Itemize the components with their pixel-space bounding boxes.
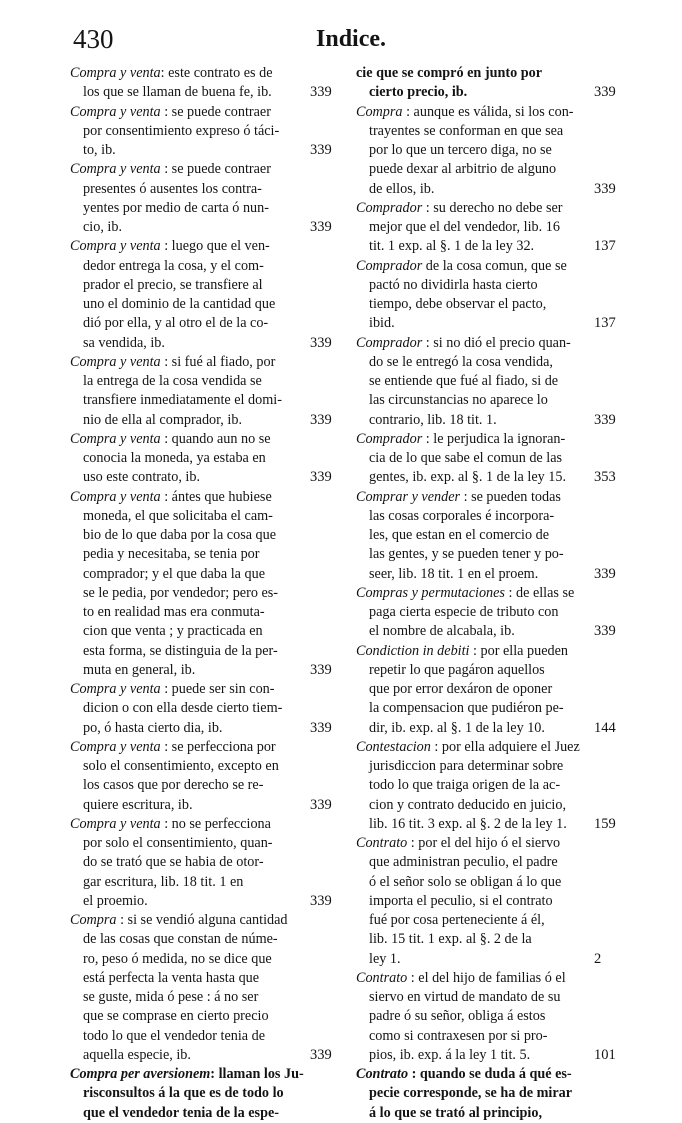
entry-line xyxy=(70,353,320,372)
entry-text: importa el peculio, si el contrato xyxy=(369,892,553,909)
entry-line xyxy=(356,372,624,391)
page-reference: 353 xyxy=(594,469,616,486)
entry-text: los que se llaman de buena fe, ib. xyxy=(83,84,272,101)
entry-line xyxy=(70,83,320,102)
entry-headword: Compra xyxy=(70,912,117,928)
entry-text: todo lo que el vendedor tenia de xyxy=(83,1027,266,1044)
entry-line xyxy=(70,295,320,314)
entry-text: dedor entrega la cosa, y el com- xyxy=(83,257,264,274)
entry-line xyxy=(70,314,320,333)
entry-text: que por error dexáron de oponer xyxy=(369,681,553,697)
index-entry xyxy=(70,1065,320,1123)
entry-text: mejor que el del vendedor, lib. 16 xyxy=(369,219,560,235)
entry-text: á lo que se trató al principio, xyxy=(369,1104,543,1121)
entry-line xyxy=(356,584,624,603)
entry-line xyxy=(70,276,320,295)
entry-line xyxy=(356,661,624,680)
entry-text: : puede ser sin con- xyxy=(160,681,275,697)
entry-headword: Comprar y vender xyxy=(356,488,461,505)
entry-text: po, ó hasta cierto dia, ib. xyxy=(83,719,223,736)
entry-line xyxy=(356,295,624,314)
index-entry xyxy=(70,160,332,237)
entry-text: pios, ib. exp. á la ley 1 tit. 5. xyxy=(369,1046,531,1063)
index-entry xyxy=(356,642,624,738)
entry-line xyxy=(356,391,624,410)
entry-text: pecie corresponde, se ha de mirar xyxy=(369,1085,573,1102)
entry-line xyxy=(356,141,624,160)
entry-text: solo el consentimiento, excepto en xyxy=(83,758,279,774)
entry-text: yentes por medio de carta ó nun- xyxy=(83,199,269,216)
entry-text: las circunstancias no aparece lo xyxy=(369,392,548,409)
page-reference: 339 xyxy=(310,1046,332,1063)
entry-text: lib. 16 tit. 3 exp. al §. 2 de la ley 1. xyxy=(369,815,567,832)
index-entry xyxy=(70,237,332,353)
entry-text: : quando aun no se xyxy=(160,430,271,447)
entry-text: fué por cosa perteneciente á él, xyxy=(369,912,545,928)
entry-text: la entrega de la cosa vendida se xyxy=(83,373,262,389)
entry-text: transfiere inmediatamente el domi- xyxy=(83,392,282,409)
entry-text: ro, peso ó medida, no se dice que xyxy=(83,950,272,967)
entry-text: cio, ib. xyxy=(83,219,123,235)
entry-text: se entiende que fué al fiado, si de xyxy=(369,373,559,389)
entry-text: seer, lib. 18 tit. 1 en el proem. xyxy=(369,565,539,582)
entry-text: por lo que un tercero diga, no se xyxy=(369,142,552,158)
entry-headword: Comprador xyxy=(356,334,423,351)
entry-text: do se trató que se habia de otor- xyxy=(83,854,264,871)
index-entry xyxy=(356,334,624,430)
entry-headword: Contrato xyxy=(356,969,408,986)
entry-text: se le pedia, por vendedor; pero es- xyxy=(83,584,279,601)
entry-text: conocia la moneda, ya estaba en xyxy=(83,450,266,466)
entry-text: ibid. xyxy=(369,315,395,332)
entry-line xyxy=(70,680,320,699)
entry-line xyxy=(356,218,624,237)
entry-line xyxy=(70,488,320,507)
entry-headword: Compra xyxy=(356,103,403,120)
page-reference: 101 xyxy=(594,1046,616,1063)
index-entry xyxy=(356,834,624,969)
entry-text: : si no dió el precio quan- xyxy=(422,334,571,351)
entry-line xyxy=(70,738,320,757)
entry-text: que se comprase en cierto precio xyxy=(83,1008,269,1025)
entry-headword: Contrato xyxy=(356,835,408,851)
entry-text: que administran peculio, el padre xyxy=(369,854,558,871)
entry-text: se guste, mida ó pese : á no ser xyxy=(83,989,259,1005)
entry-text: las gentes, y se pueden tener y po- xyxy=(369,546,564,563)
entry-line xyxy=(70,834,320,853)
page-reference: 339 xyxy=(310,411,332,428)
index-entry xyxy=(356,1065,624,1123)
entry-line xyxy=(356,180,624,199)
page-reference: 339 xyxy=(594,180,616,197)
entry-text: dir, ib. exp. al §. 1 de la ley 10. xyxy=(369,719,545,736)
entry-text: dicion o con ella desde cierto tiem- xyxy=(83,700,283,717)
page-reference: 339 xyxy=(594,84,616,101)
entry-line xyxy=(70,411,320,430)
entry-line xyxy=(70,334,320,353)
entry-line xyxy=(70,815,320,834)
index-entry xyxy=(356,584,624,642)
entry-line xyxy=(356,565,624,584)
entry-text: do se le entregó la cosa vendida, xyxy=(369,353,553,370)
entry-headword: Compra y venta xyxy=(70,161,161,178)
entry-text: como si contraxesen por si pro- xyxy=(369,1027,548,1044)
entry-headword: Compra y venta xyxy=(70,65,161,81)
entry-line xyxy=(70,468,320,487)
entry-text: risconsultos á la que es de todo lo xyxy=(83,1085,284,1102)
entry-line xyxy=(70,622,320,641)
entry-text: to en realidad mas era conmuta- xyxy=(83,604,265,620)
index-entry xyxy=(356,430,624,488)
entry-line xyxy=(70,642,320,661)
entry-text: : se pueden todas xyxy=(460,488,561,505)
entry-line xyxy=(356,911,624,930)
page-reference: 339 xyxy=(310,84,332,101)
entry-text: : llaman los Ju- xyxy=(210,1066,304,1082)
entry-line xyxy=(356,1027,624,1046)
entry-line xyxy=(356,853,624,872)
entry-text: cion y contrato deducido en juicio, xyxy=(369,796,566,813)
page-reference: 339 xyxy=(310,469,332,486)
entry-line xyxy=(70,988,320,1007)
entry-line xyxy=(70,873,320,892)
entry-line xyxy=(70,237,320,256)
entry-text: jurisdiccion para determinar sobre xyxy=(369,758,564,774)
entry-line xyxy=(70,449,320,468)
entry-line xyxy=(356,796,624,815)
entry-headword: Compra y venta xyxy=(70,238,161,255)
entry-line xyxy=(70,545,320,564)
entry-line xyxy=(356,545,624,564)
entry-line xyxy=(70,930,320,949)
entry-headword: Contrato xyxy=(356,1066,409,1082)
page-title: Indice. xyxy=(316,26,387,52)
entry-line xyxy=(70,1065,320,1084)
entry-headword: Compra y venta xyxy=(70,681,161,697)
entry-text: to, ib. xyxy=(83,142,116,158)
entry-line xyxy=(356,815,624,834)
index-entry xyxy=(70,815,332,911)
entry-line xyxy=(70,584,320,603)
page-reference: 339 xyxy=(594,623,616,640)
index-entry xyxy=(70,488,332,681)
entry-line xyxy=(70,372,320,391)
entry-line xyxy=(356,719,624,738)
entry-line xyxy=(70,853,320,872)
entry-line xyxy=(356,64,624,83)
entry-line xyxy=(356,1084,624,1103)
entry-text: gar escritura, lib. 18 tit. 1 en xyxy=(83,873,244,890)
entry-text: los casos que por derecho se re- xyxy=(83,777,264,794)
index-column-right xyxy=(356,64,624,1123)
entry-text: cion que venta ; y practicada en xyxy=(83,623,263,640)
entry-line xyxy=(356,642,624,661)
entry-line xyxy=(356,334,624,353)
entry-headword: Compra y venta xyxy=(70,488,161,505)
entry-line xyxy=(70,661,320,680)
entry-line xyxy=(356,257,624,276)
entry-line xyxy=(70,1104,320,1123)
entry-line xyxy=(70,796,320,815)
page-reference: 137 xyxy=(594,315,616,332)
entry-text: moneda, el que solicitaba el cam- xyxy=(83,507,273,524)
entry-text: presentes ó ausentes los contra- xyxy=(83,180,262,197)
page-reference: 144 xyxy=(594,719,616,736)
entry-line xyxy=(356,603,624,622)
entry-text: tit. 1 exp. al §. 1 de la ley 32. xyxy=(369,238,535,255)
page-reference: 339 xyxy=(310,892,332,909)
entry-line xyxy=(356,1046,624,1065)
entry-line xyxy=(356,103,624,122)
index-entry xyxy=(356,64,624,103)
index-entry xyxy=(70,430,332,488)
entry-text: siervo en virtud de mandato de su xyxy=(369,989,561,1005)
entry-headword: Compra y venta xyxy=(70,430,161,447)
entry-line xyxy=(356,873,624,892)
entry-line xyxy=(70,719,320,738)
entry-line xyxy=(356,1104,624,1123)
entry-line xyxy=(70,565,320,584)
entry-line xyxy=(356,892,624,911)
entry-line xyxy=(70,180,320,199)
entry-line xyxy=(70,1027,320,1046)
entry-line xyxy=(70,160,320,179)
entry-text: contrario, lib. 18 tit. 1. xyxy=(369,411,497,428)
entry-text: : no se perfecciona xyxy=(160,815,271,832)
entry-text: : se puede contraer xyxy=(160,161,271,178)
entry-text: prador el precio, se transfiere al xyxy=(83,276,263,293)
entry-line xyxy=(70,1084,320,1103)
entry-text: : aunque es válida, si los con- xyxy=(402,103,574,120)
entry-line xyxy=(70,1046,320,1065)
entry-line xyxy=(356,680,624,699)
entry-text: aquella especie, ib. xyxy=(83,1046,191,1063)
entry-text: bio de lo que daba por la cosa que xyxy=(83,527,277,543)
entry-text: puede dexar al arbitrio de alguno xyxy=(369,161,557,178)
entry-line xyxy=(70,699,320,718)
entry-text: esta forma, se distinguia de la per- xyxy=(83,642,278,659)
entry-text: : si fué al fiado, por xyxy=(160,353,276,370)
entry-line xyxy=(356,930,624,949)
entry-line xyxy=(356,199,624,218)
entry-text: el proemio. xyxy=(83,892,148,909)
entry-headword: Compras y permutaciones xyxy=(356,584,505,601)
entry-text: : por ella pueden xyxy=(469,642,568,659)
entry-text: todo lo que traiga origen de la ac- xyxy=(369,777,561,794)
entry-line xyxy=(356,237,624,256)
page-reference: 339 xyxy=(594,565,616,582)
entry-line xyxy=(70,507,320,526)
entry-line xyxy=(70,757,320,776)
entry-line xyxy=(356,950,624,969)
page-reference: 339 xyxy=(310,334,332,351)
entry-line xyxy=(70,969,320,988)
entry-text: de la cosa comun, que se xyxy=(422,257,567,274)
entry-line xyxy=(356,622,624,641)
page-reference: 339 xyxy=(310,142,332,158)
entry-text: repetir lo que pagáron aquellos xyxy=(369,661,545,678)
entry-headword: Condiction in debiti xyxy=(356,642,470,659)
entry-line xyxy=(356,738,624,757)
entry-line xyxy=(356,449,624,468)
page-reference: 339 xyxy=(310,661,332,678)
entry-headword: Comprador xyxy=(356,257,423,274)
entry-text: el nombre de alcabala, ib. xyxy=(369,623,515,640)
entry-line xyxy=(356,411,624,430)
entry-text: uno el dominio de la cantidad que xyxy=(83,296,276,312)
index-entry xyxy=(356,738,624,834)
index-entry xyxy=(70,64,332,103)
entry-headword: Compra y venta xyxy=(70,103,161,120)
page-reference: 159 xyxy=(594,815,616,832)
entry-headword: Comprador xyxy=(356,430,423,447)
entry-line xyxy=(356,488,624,507)
entry-line xyxy=(356,507,624,526)
entry-line xyxy=(356,988,624,1007)
entry-text: por consentimiento expreso ó táci- xyxy=(83,122,280,139)
entry-line xyxy=(356,122,624,141)
entry-line xyxy=(70,64,320,83)
entry-text: : el del hijo de familias ó el xyxy=(407,969,566,986)
entry-text: : se perfecciona por xyxy=(160,738,276,755)
entry-headword: Compra per aversionem xyxy=(70,1066,211,1082)
entry-line xyxy=(70,103,320,122)
entry-text: nio de ella al comprador, ib. xyxy=(83,411,242,428)
entry-text: que el vendedor tenia de la espe- xyxy=(83,1104,279,1121)
entry-text: : ántes que hubiese xyxy=(160,488,272,505)
page-reference: 339 xyxy=(310,719,332,736)
entry-line xyxy=(70,776,320,795)
entry-line xyxy=(70,122,320,141)
entry-text: la compensacion que pudiéron pe- xyxy=(369,700,564,717)
entry-line xyxy=(356,468,624,487)
entry-text: comprador; y el que daba la que xyxy=(83,565,265,582)
entry-text: : de ellas se xyxy=(504,584,575,601)
entry-line xyxy=(356,776,624,795)
entry-line xyxy=(70,603,320,622)
entry-line xyxy=(356,699,624,718)
entry-line xyxy=(356,430,624,449)
entry-text: de ellos, ib. xyxy=(369,180,435,197)
entry-text: cierto precio, ib. xyxy=(369,84,468,101)
entry-text: lib. 15 tit. 1 exp. al §. 2 de la xyxy=(369,931,532,948)
page-reference: 339 xyxy=(310,219,332,235)
page-reference: 2 xyxy=(594,950,602,967)
entry-text: pactó no dividirla hasta cierto xyxy=(369,276,538,293)
entry-line xyxy=(356,353,624,372)
entry-text: : luego que el ven- xyxy=(160,238,270,255)
entry-headword: Contestacion xyxy=(356,738,431,755)
entry-text: de las cosas que constan de núme- xyxy=(83,931,278,948)
entry-line xyxy=(70,892,320,911)
entry-text: : se puede contraer xyxy=(160,103,271,120)
index-entry xyxy=(356,103,624,199)
entry-headword: Comprador xyxy=(356,199,423,216)
index-entry xyxy=(356,969,624,1065)
index-entry xyxy=(70,353,332,430)
entry-text: : su derecho no debe ser xyxy=(422,199,563,216)
index-entry xyxy=(70,911,332,1065)
entry-text: cia de lo que sabe el comun de las xyxy=(369,450,563,466)
entry-line xyxy=(356,314,624,333)
entry-text: : este contrato es de xyxy=(160,65,273,81)
entry-text: tiempo, debe observar el pacto, xyxy=(369,296,547,312)
page-reference: 339 xyxy=(310,796,332,813)
entry-text: gentes, ib. exp. al §. 1 de la ley 15. xyxy=(369,469,566,486)
entry-text: les, que estan en el comercio de xyxy=(369,527,550,543)
entry-line xyxy=(70,950,320,969)
entry-text: : si se vendió alguna cantidad xyxy=(116,912,288,928)
entry-line xyxy=(356,526,624,545)
entry-line xyxy=(356,834,624,853)
entry-line xyxy=(70,526,320,545)
entry-text: dió por ella, y al otro el de la co- xyxy=(83,315,269,332)
entry-line xyxy=(356,1065,624,1084)
page-reference: 339 xyxy=(594,411,616,428)
entry-text: cie que se compró en junto por xyxy=(356,65,542,81)
entry-text: sa vendida, ib. xyxy=(83,334,165,351)
entry-line xyxy=(70,391,320,410)
entry-text: uso este contrato, ib. xyxy=(83,469,201,486)
entry-text: ó el señor solo se obligan á lo que xyxy=(369,873,562,890)
entry-text: : por ella adquiere el Juez xyxy=(430,738,580,755)
entry-line xyxy=(70,218,320,237)
index-entry xyxy=(70,680,332,738)
entry-text: quiere escritura, ib. xyxy=(83,796,193,813)
index-entry xyxy=(70,738,332,815)
entry-text: las cosas corporales é incorpora- xyxy=(369,507,555,524)
entry-text: está perfecta la venta hasta que xyxy=(83,969,260,986)
entry-text: trayentes se conforman en que sea xyxy=(369,122,564,139)
index-entry xyxy=(70,103,332,161)
page-reference: 137 xyxy=(594,238,616,255)
entry-line xyxy=(356,276,624,295)
entry-line xyxy=(70,257,320,276)
entry-line xyxy=(356,969,624,988)
index-column-left xyxy=(70,64,332,1123)
index-entry xyxy=(356,257,624,334)
entry-text: ley 1. xyxy=(369,950,401,967)
entry-headword: Compra y venta xyxy=(70,353,161,370)
index-entry xyxy=(356,199,624,257)
entry-text: paga cierta especie de tributo con xyxy=(369,604,559,620)
entry-text: : le perjudica la ignoran- xyxy=(422,430,566,447)
entry-line xyxy=(356,83,624,102)
entry-line xyxy=(356,757,624,776)
entry-text: muta en general, ib. xyxy=(83,661,196,678)
entry-line xyxy=(70,430,320,449)
page-number: 430 xyxy=(73,24,114,54)
entry-text: padre ó su señor, obliga á estos xyxy=(369,1008,546,1025)
entry-line xyxy=(70,911,320,930)
index-entry xyxy=(356,488,624,584)
entry-headword: Compra y venta xyxy=(70,815,161,832)
entry-headword: Compra y venta xyxy=(70,738,161,755)
entry-line xyxy=(70,141,320,160)
entry-line xyxy=(70,199,320,218)
entry-line xyxy=(356,160,624,179)
entry-text: pedia y necesitaba, se tenia por xyxy=(83,546,260,563)
entry-text: : quando se duda á qué es- xyxy=(408,1066,572,1082)
entry-text: : por el del hijo ó el siervo xyxy=(407,835,561,851)
entry-text: por solo el consentimiento, quan- xyxy=(83,835,273,851)
